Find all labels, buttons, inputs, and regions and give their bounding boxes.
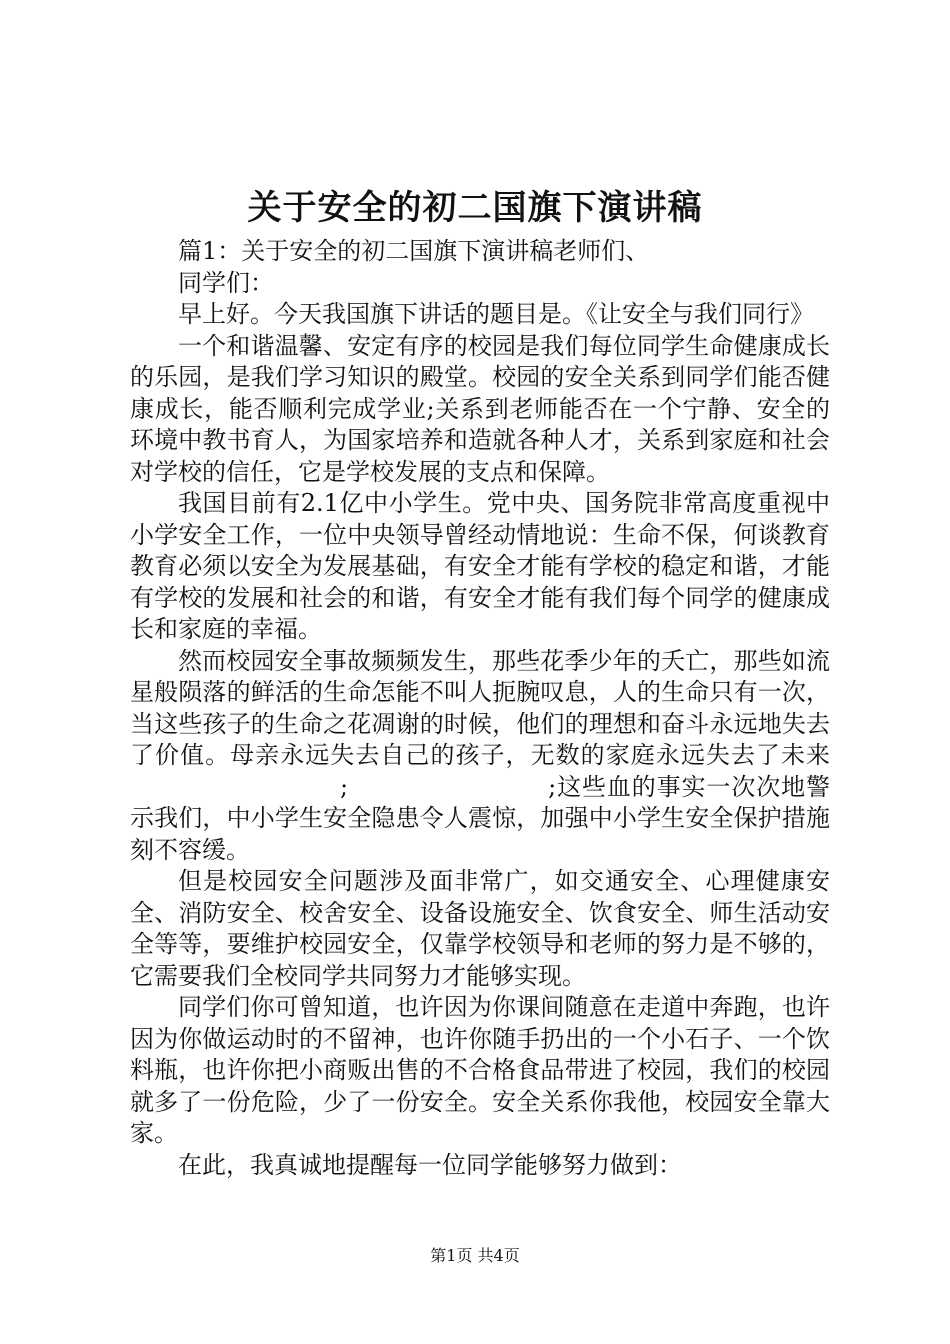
paragraph-campus-harmony: 一个和谐温馨、安定有序的校园是我们每位同学生命健康成长的乐园，是我们学习知识的殿堂。校园的安全关系到同学们能否健康成长，能否顺利完成学业;关系到老师能否在一个宁静、安全的环境中教书育人，为国家培养和造就各种人才，关系到家庭和社会对学校的信任，它是学校发展的支点和保障。 (130, 331, 830, 486)
paragraph-accidents-part-c: ;这些血的事实一次次地警示我们，中小学生安全隐患令人震惊，加强中小学生安全保护措施刻不容缓。 (130, 772, 830, 864)
paragraph-opening: 早上好。今天我国旗下讲话的题目是。《让安全与我们同行》 (178, 300, 814, 328)
paragraph-accidents (130, 646, 830, 867)
paragraph-intro: 篇1：关于安全的初二国旗下演讲稿老师们、 (178, 237, 650, 265)
paragraph-reminder: 在此，我真诚地提醒每一位同学能够努力做到： (178, 1150, 682, 1179)
paragraph-national-statistics: 我国目前有2.1亿中小学生。党中央、国务院非常高度重视中小学安全工作，一位中央领导曾经动情地说：生命不保，何谈教育教育必须以安全为发展基础，有安全才能有学校的稳定和谐，才能有学校的发展和社会的和谐，有安全才能有我们每个同学的健康成长和家庭的幸福。 (130, 489, 830, 643)
paragraph-accidents-part-a: 然而校园安全事故频频发生，那些花季少年的夭亡，那些如流星般陨落的鲜活的生命怎能不叫人扼腕叹息，人的生命只有一次，当这些孩子的生命之花凋谢的时候，他们的理想和奋斗永远地失去了价值。母亲永远失去自己的孩子，无数的家庭永远失去了未来 (130, 646, 830, 769)
paragraph-accidents-part-b: ; (340, 772, 349, 801)
paragraph-greeting: 同学们： (178, 268, 274, 297)
document-body (130, 236, 830, 1181)
document-title: 关于安全的初二国旗下演讲稿 (247, 188, 703, 228)
paragraph-safety-scope: 但是校园安全问题涉及面非常广，如交通安全、心理健康安全、消防安全、校舍安全、设备设施安全、饮食安全、师生活动安全等等，要维护校园安全，仅靠学校领导和老师的努力是不够的，它需要我们全校同学共同努力才能够实现。 (130, 867, 830, 990)
paragraph-student-behavior: 同学们你可曾知道，也许因为你课间随意在走道中奔跑，也许因为你做运动时的不留神，也许你随手扔出的一个小石子、一个饮料瓶，也许你把小商贩出售的不合格食品带进了校园，我们的校园就多了一份危险，少了一份安全。安全关系你我他，校园安全靠大家。 (130, 993, 830, 1147)
page-footer: 第1页 共4页 (430, 1246, 520, 1265)
